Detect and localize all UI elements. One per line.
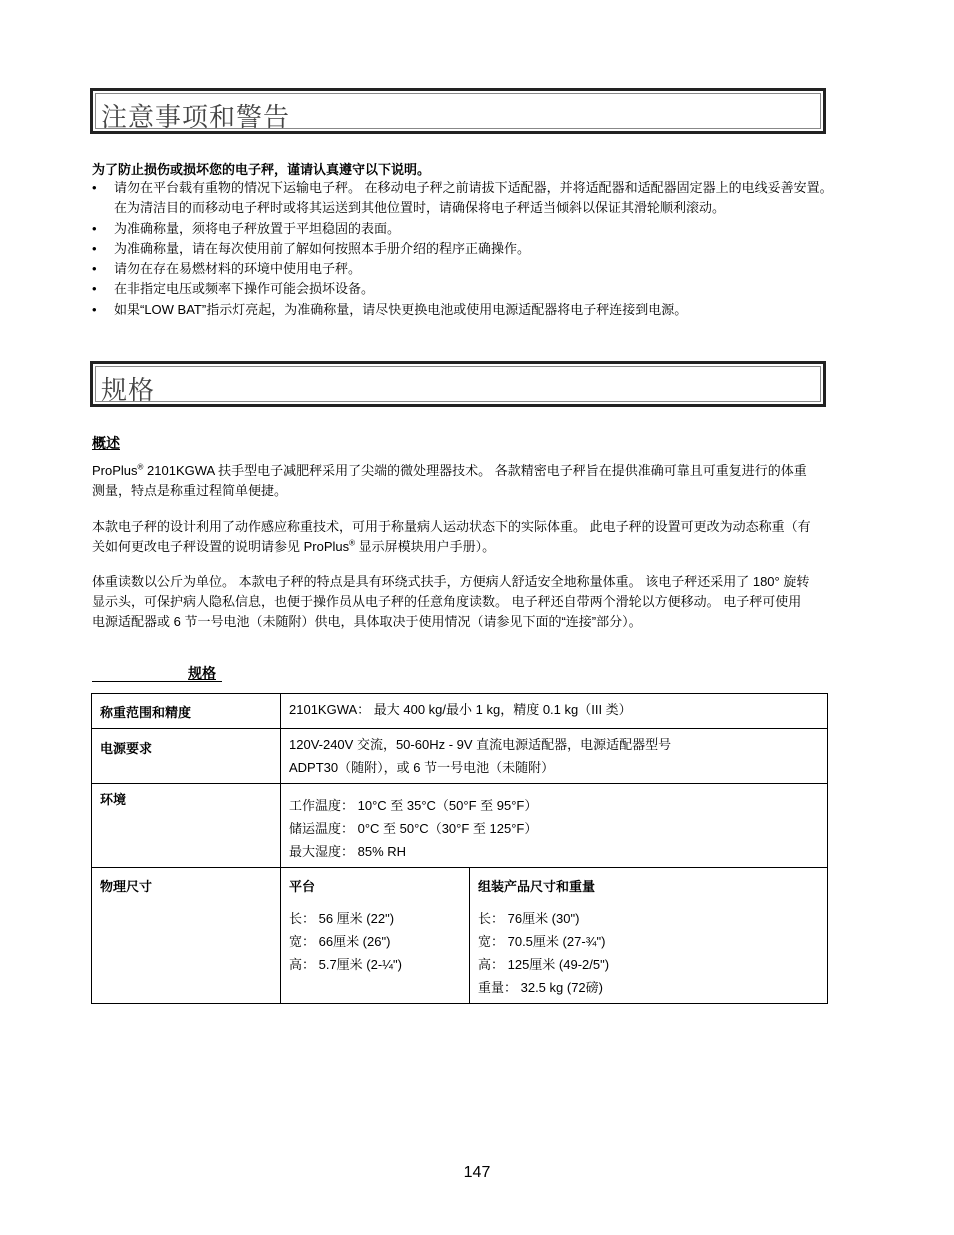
table-row <box>92 694 828 729</box>
registered-mark: ® <box>137 462 144 472</box>
assembled-length: 长： 76厘米 (30") <box>478 911 580 926</box>
env-line-3: 最大湿度： 85% RH <box>289 844 407 859</box>
list-item: • 请勿在存在易燃材料的环境中使用电子秤。 <box>92 259 842 279</box>
paragraph-tail: 显示屏模块用户手册）。 <box>355 539 496 554</box>
assembled-weight: 重量： 32.5 kg (72磅) <box>478 980 603 995</box>
section-heading-warnings <box>90 88 826 134</box>
warnings-intro: 为了防止损伤或损坏您的电子秤，谨请认真遵守以下说明。 <box>92 162 431 177</box>
overview-paragraph-3: 体重读数以公斤为单位。 本款电子秤的特点是具有环绕式扶手，方便病人舒适安全地称量体重。 该电子秤还采用了 180° 旋转显示头，可保护病人隐私信息，也便于操作员从电子秤的任意角度读数。 电子秤还自带两个滑轮以方便移动。 电子秤可使用电源适配器或 6 节一号电池（未随附）供电，具体取决于使用情况（请参见下面的“连接”部分）。 <box>92 574 810 629</box>
overview-paragraph-1 <box>92 461 812 501</box>
section-title-specs: 规格 <box>101 376 156 406</box>
platform-width: 宽： 66厘米 (26") <box>289 934 391 949</box>
table-row <box>92 868 828 1004</box>
spec-table-heading: 规格 <box>188 665 216 681</box>
overview-heading: 概述 <box>92 435 120 451</box>
section-title-warnings: 注意事项和警告 <box>101 103 291 133</box>
platform-title: 平台 <box>289 879 316 894</box>
spec-value-capacity: 2101KGWA： 最大 400 kg/最小 1 kg，精度 0.1 kg（III 类） <box>281 694 828 729</box>
env-line-2: 储运温度： 0°C 至 50°C（30°F 至 125°F） <box>289 821 538 836</box>
spec-label-capacity: 称重范围和精度 <box>92 694 281 729</box>
warnings-list <box>92 178 842 320</box>
overview-paragraph-2 <box>92 517 812 557</box>
paragraph-text: 本款电子秤的设计利用了动作感应称重技术，可用于称量病人运动状态下的实际体重。 此电子秤的设置可更改为动态称重（有关如何更改电子秤设置的说明请参见 ProPlus <box>92 519 811 554</box>
spec-value-platform <box>281 868 470 1004</box>
page-number: 147 <box>463 1164 491 1181</box>
platform-height: 高： 5.7厘米 (2-¼") <box>289 957 402 972</box>
paragraph-text: 2101KGWA 扶手型电子减肥秤采用了尖端的微处理器技术。 各款精密电子秤旨在提供准确可靠且可重复进行的体重测量，特点是称重过程简单便捷。 <box>92 463 807 498</box>
table-row <box>92 784 828 868</box>
section-heading-specs <box>90 361 826 407</box>
registered-mark: ® <box>349 538 356 548</box>
list-item: • 为准确称量，请在每次使用前了解如何按照本手册介绍的程序正确操作。 <box>92 239 842 259</box>
spec-label-power: 电源要求 <box>92 729 281 784</box>
list-item: • 请勿在平台载有重物的情况下运输电子秤。 在移动电子秤之前请拔下适配器，并将适配器和适配器固定器上的电线妥善安置。 在为清洁目的而移动电子秤时或将其运送到其他位置时，请确保将电子秤适当倾斜以保证其滑轮顺利滚动。 <box>92 178 842 219</box>
power-line-2: ADPT30（随附），或 6 节一号电池（未随附） <box>289 760 555 775</box>
spec-table <box>91 693 828 1004</box>
spec-label-dimensions: 物理尺寸 <box>92 868 281 1004</box>
spec-label-environment: 环境 <box>92 784 281 868</box>
platform-length: 长： 56 厘米 (22") <box>289 911 395 926</box>
assembled-width: 宽： 70.5厘米 (27-¾") <box>478 934 606 949</box>
spec-value-environment <box>281 784 828 868</box>
power-line-1: 120V-240V 交流，50-60Hz - 9V 直流电源适配器，电源适配器型号 <box>289 737 672 752</box>
spec-value-power <box>281 729 828 784</box>
list-item: • 在非指定电压或频率下操作可能会损坏设备。 <box>92 279 842 299</box>
spec-value-assembled <box>470 868 828 1004</box>
list-item: • 为准确称量，须将电子秤放置于平坦稳固的表面。 <box>92 219 842 239</box>
env-line-1: 工作温度： 10°C 至 35°C（50°F 至 95°F） <box>289 798 538 813</box>
assembled-title: 组装产品尺寸和重量 <box>478 879 596 894</box>
list-item: • 如果“LOW BAT”指示灯亮起，为准确称量，请尽快更换电池或使用电源适配器将电子秤连接到电源。 <box>92 300 842 320</box>
assembled-height: 高： 125厘米 (49-2/5") <box>478 957 610 972</box>
brand-name: ProPlus <box>92 463 138 478</box>
table-row <box>92 729 828 784</box>
